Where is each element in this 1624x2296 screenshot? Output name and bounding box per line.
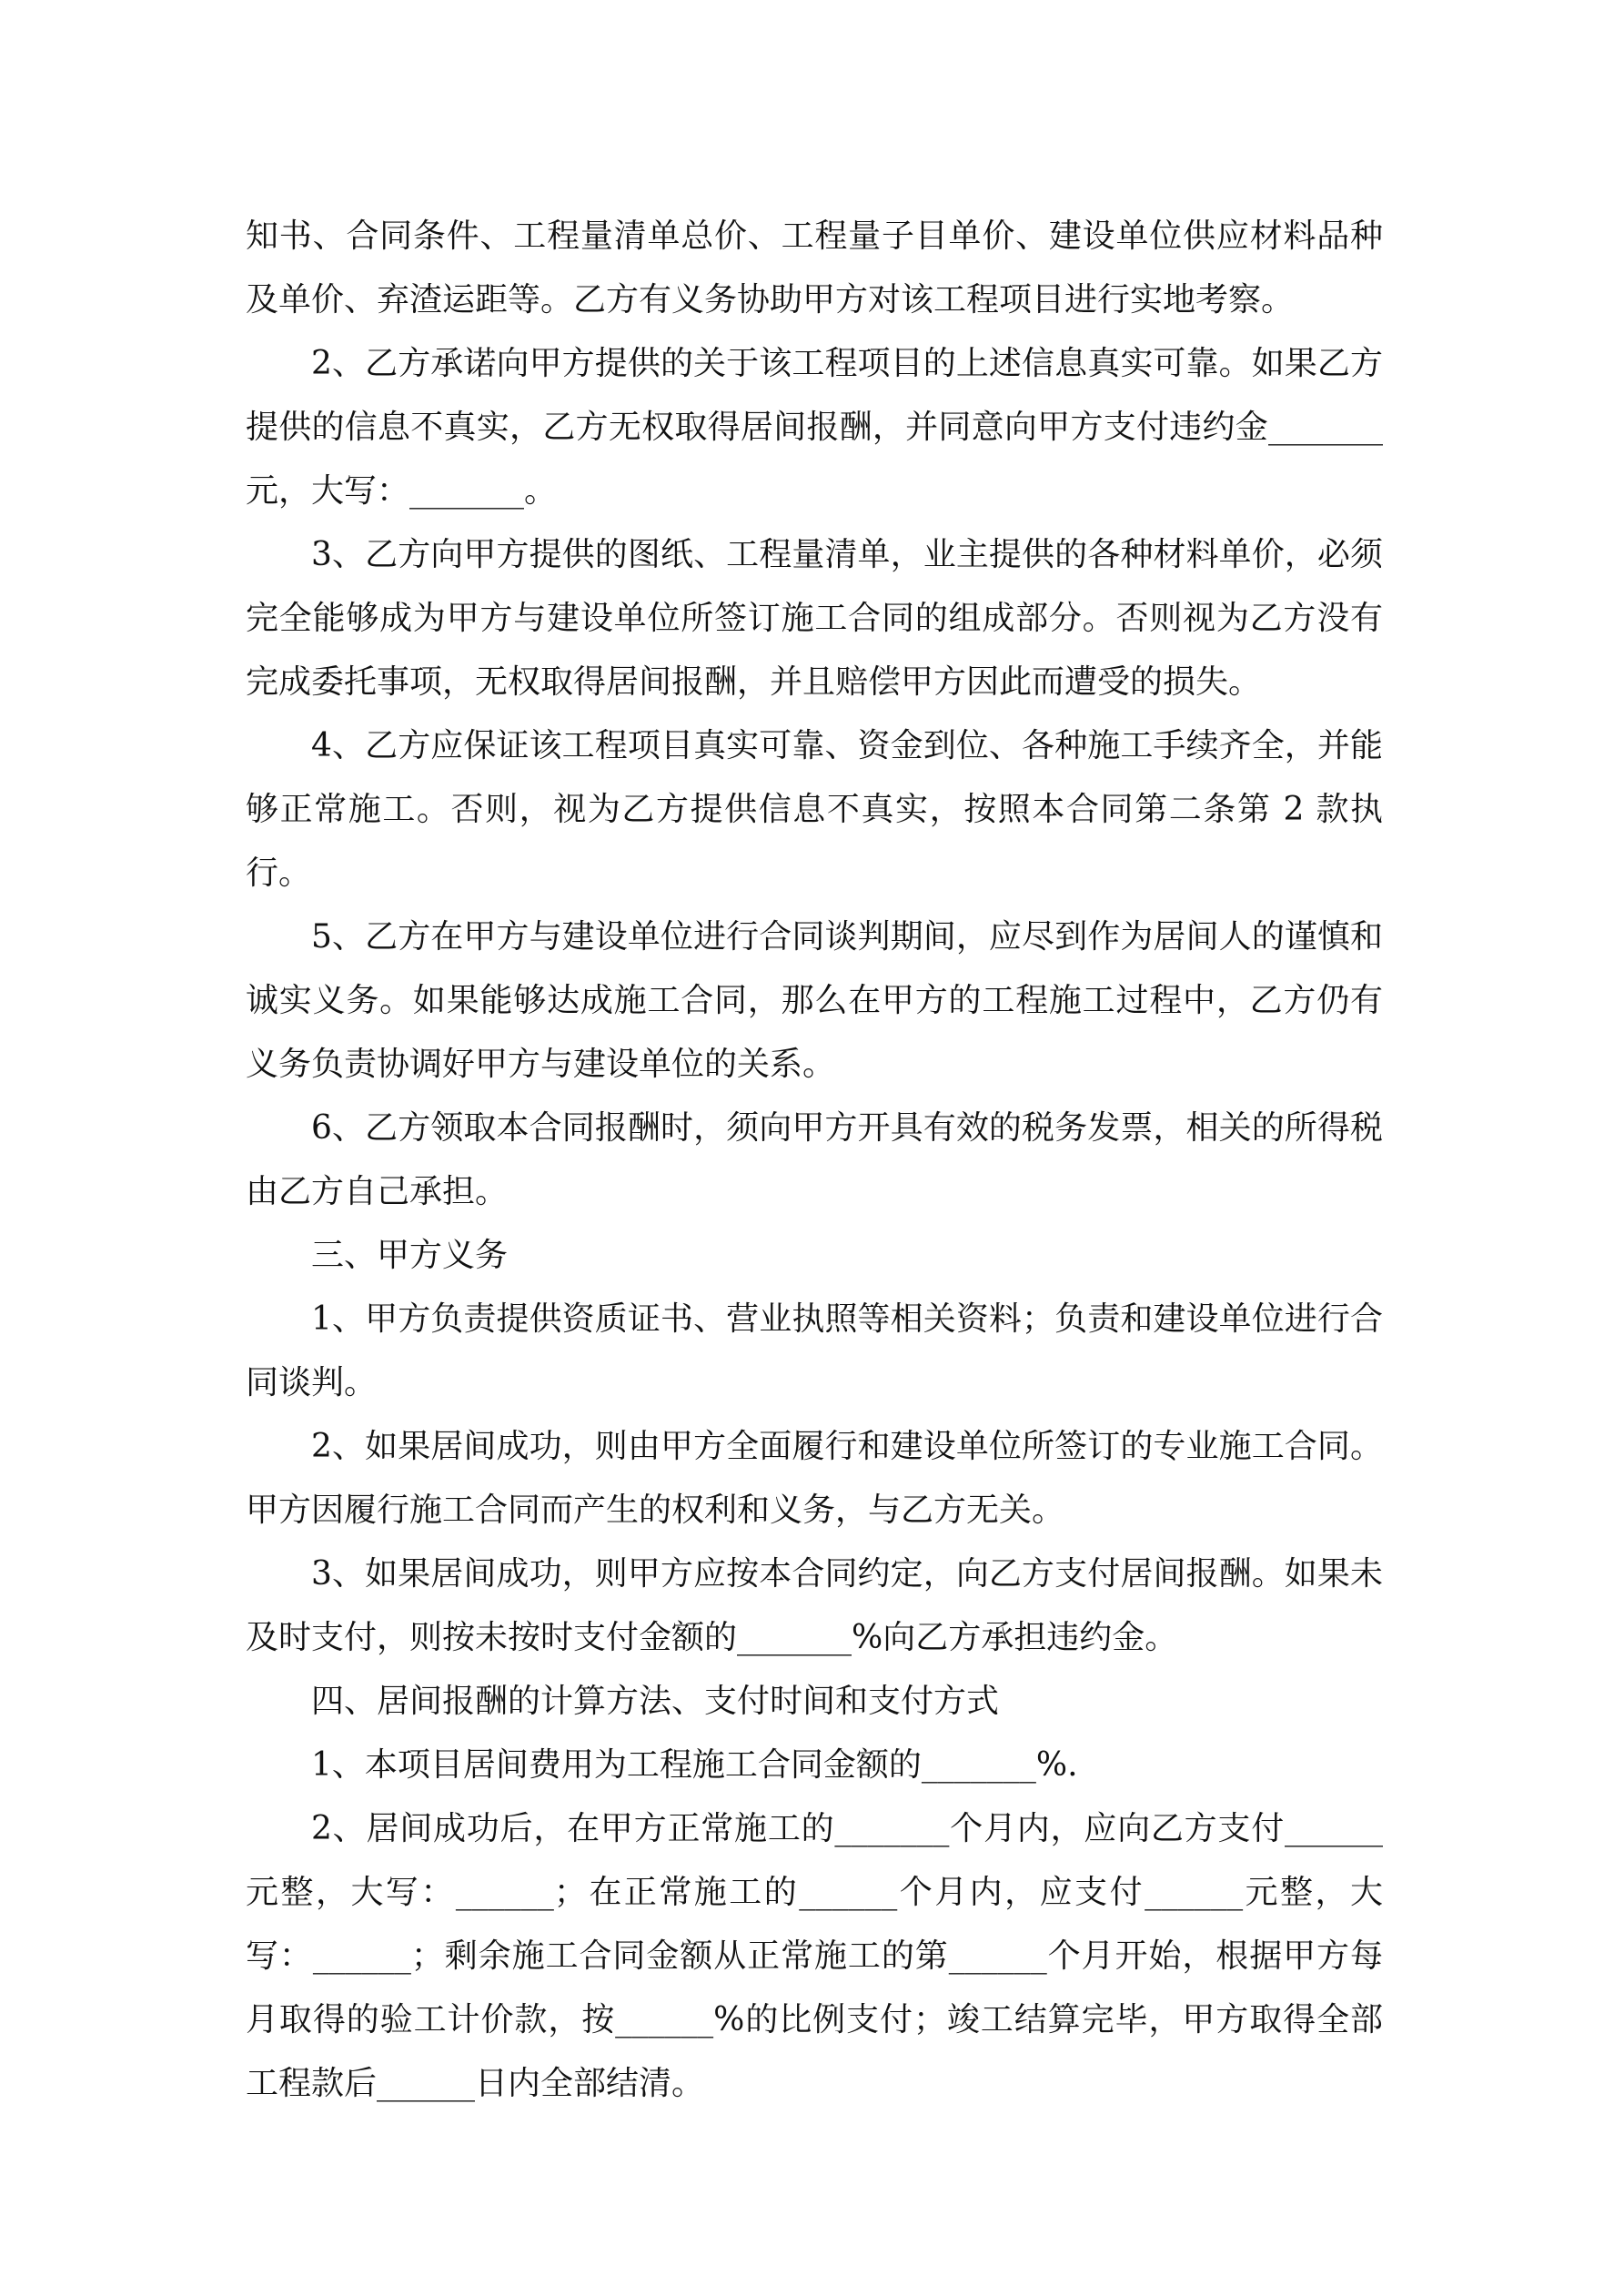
clause-4-project-guarantee: 4、乙方应保证该工程项目真实可靠、资金到位、各种施工手续齐全，并能够正常施工。否则，视为乙方提供信息不真实，按照本合同第二条第 2 款执行。 [246, 727, 1383, 892]
clause-5-negotiation-duty: 5、乙方在甲方与建设单位进行合同谈判期间，应尽到作为居间人的谨慎和诚实义务。如果能够达成施工合同，那么在甲方的工程施工过程中，乙方仍有义务负责协调好甲方与建设单位的关系。 [246, 918, 1383, 1083]
section-4-heading: 四、居间报酬的计算方法、支付时间和支付方式 [311, 1683, 1000, 1720]
party-a-clause-1: 1、甲方负责提供资质证书、营业执照等相关资料；负责和建设单位进行合同谈判。 [246, 1300, 1383, 1401]
clause-3-drawings: 3、乙方向甲方提供的图纸、工程量清单，业主提供的各种材料单价，必须完全能够成为甲方与建设单位所签订施工合同的组成部分。否则视为乙方没有完成委托事项，无权取得居间报酬，并且赔偿甲方因此而遭受的损失。 [246, 536, 1383, 701]
payment-clause-1: 1、本项目居间费用为工程施工合同金额的_______%. [311, 1746, 1078, 1784]
payment-clause-2: 2、居间成功后，在甲方正常施工的_______个月内，应向乙方支付______元整，大写：______；在正常施工的______个月内，应支付______元整，大写：______；剩余施工合同金额从正常施工的第______个月开始，根据甲方每月取得的验工计价款，按______%的比例支付；竣工结算完毕，甲方取得全部工程款后______日内全部结清。 [246, 1810, 1383, 2102]
clause-6-tax-invoice: 6、乙方领取本合同报酬时，须向甲方开具有效的税务发票，相关的所得税由乙方自己承担。 [246, 1109, 1383, 1210]
party-a-clause-3: 3、如果居间成功，则甲方应按本合同约定，向乙方支付居间报酬。如果未及时支付，则按未按时支付金额的_______%向乙方承担违约金。 [246, 1555, 1383, 1656]
party-a-clause-2: 2、如果居间成功，则由甲方全面履行和建设单位所签订的专业施工合同。甲方因履行施工合同而产生的权利和义务，与乙方无关。 [246, 1428, 1383, 1529]
paragraph-continuation: 知书、合同条件、工程量清单总价、工程量子目单价、建设单位供应材料品种及单价、弃渣运距等。乙方有义务协助甲方对该工程项目进行实地考察。 [246, 217, 1383, 319]
section-3-heading: 三、甲方义务 [311, 1237, 509, 1274]
contract-body [246, 205, 1383, 2116]
clause-2-info-accuracy: 2、乙方承诺向甲方提供的关于该工程项目的上述信息真实可靠。如果乙方提供的信息不真实，乙方无权取得居间报酬，并同意向甲方支付违约金_______元，大写：_______。 [246, 345, 1383, 510]
